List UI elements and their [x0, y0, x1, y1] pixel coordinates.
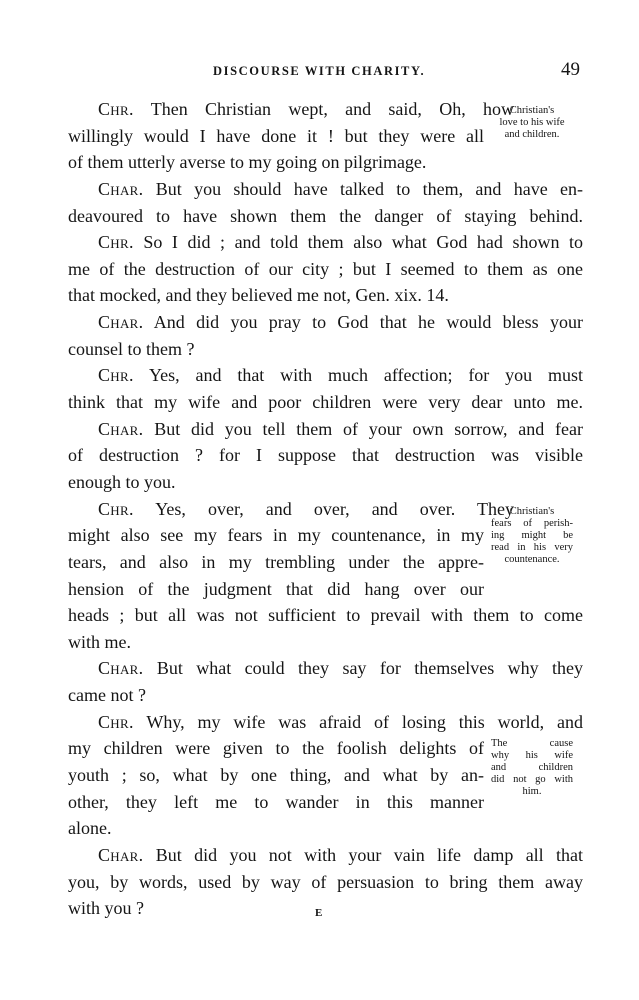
speaker-label: Char. — [98, 658, 144, 679]
page-number: 49 — [561, 59, 580, 80]
signature-mark: E — [315, 907, 324, 919]
speaker-label: Chr. — [98, 365, 134, 386]
speaker-label: Chr. — [98, 99, 134, 119]
speaker-label: Chr. — [98, 232, 134, 253]
speaker-label: Char. — [98, 844, 144, 865]
text-line: Chr. Yes, over, and over, and over. They — [98, 498, 514, 519]
text-line: Chr. Why, my wife was afraid of losing this world, and — [98, 711, 583, 732]
margin-note-love: Christian's love to his wife and children. — [499, 105, 565, 140]
text-line: Char. And did you pray to God that he would bless your — [98, 312, 583, 333]
speaker-label: Chr. — [98, 711, 134, 732]
speaker-label: Char. — [98, 312, 144, 333]
text-line: youth ; so, what by one thing, and what by an- — [68, 765, 484, 786]
text-line: hension of the judgment that did hang over our — [68, 578, 484, 599]
text-line: Char. But what could they say for themselves why they — [98, 658, 583, 679]
text-line: alone. — [68, 818, 112, 839]
margin-note-cause: The cause why his wife and children did not go with him. — [491, 738, 573, 797]
text-line: tears, and also in my trembling under the appre- — [68, 551, 484, 572]
text-line: think that my wife and poor children were very dear unto me. — [68, 392, 583, 413]
text-line: of them utterly averse to my going on pilgrimage. — [68, 152, 427, 173]
text-line: Char. But did you not with your vain life damp all that — [98, 844, 584, 865]
text-line: willingly would I have done it ! but they were all — [68, 125, 484, 146]
text-line: Char. But did you tell them of your own sorrow, and fear — [98, 418, 584, 439]
text-line: of destruction ? for I suppose that destruction was visible — [68, 445, 583, 466]
text-line: deavoured to have shown them the danger of staying behind. — [68, 205, 583, 226]
text-line: with me. — [68, 631, 131, 652]
text-line: came not ? — [68, 685, 146, 706]
text-line: might also see my fears in my countenance, in my — [68, 525, 484, 546]
text-line: that mocked, and they believed me not, Gen. xix. 14. — [68, 285, 449, 306]
text-line: counsel to them ? — [68, 338, 195, 359]
text-line: you, by words, used by way of persuasion to bring them away — [68, 871, 583, 892]
speaker-label: Chr. — [98, 498, 134, 519]
speaker-label: Char. — [98, 178, 144, 199]
text-line: Chr. Yes, and that with much affection; for you must — [98, 365, 583, 386]
text-line: me of the destruction of our city ; but I seemed to them as one — [68, 258, 583, 279]
margin-note-fears: Christian's fears of perish- ing might be read in his very countenance. — [491, 506, 573, 565]
running-title: DISCOURSE WITH CHARITY. — [213, 64, 426, 78]
text-line: Chr. So I did ; and told them also what God had shown to — [98, 232, 584, 253]
running-head — [0, 59, 639, 82]
speaker-label: Char. — [98, 418, 144, 439]
text-line: my children were given to the foolish delights of — [68, 738, 484, 759]
text-line: Chr. Then Christian wept, and said, Oh, how — [98, 99, 514, 119]
text-line: heads ; but all was not sufficient to prevail with them to come — [68, 605, 583, 626]
text-line: with you ? — [68, 898, 144, 919]
text-line: Char. But you should have talked to them, and have en- — [98, 178, 583, 199]
text-line: enough to you. — [68, 471, 176, 492]
text-line: other, they left me to wander in this manner — [68, 791, 484, 812]
